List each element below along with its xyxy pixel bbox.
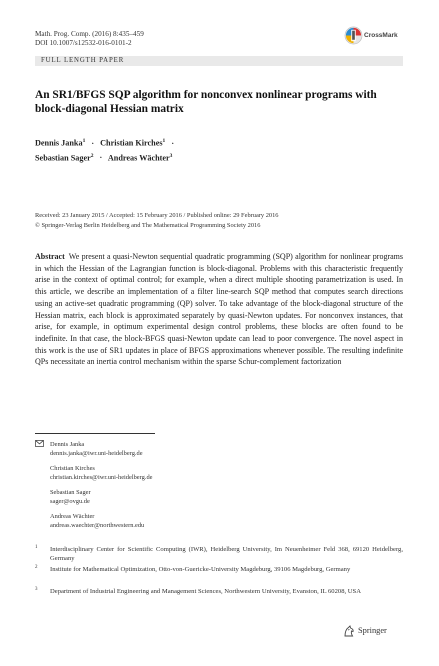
affiliation-number: 3 — [35, 587, 38, 592]
author-name[interactable]: Dennis Janka — [35, 138, 83, 148]
author-line-1 — [35, 135, 405, 150]
crossmark-icon — [344, 26, 363, 45]
paper-title: An SR1/BFGS SQP algorithm for nonconvex nonlinear programs with block-diagonal Hessian matrix — [35, 89, 377, 115]
contact-item — [50, 512, 144, 530]
author-line-2 — [35, 150, 405, 165]
journal-doi: DOI 10.1007/s12532-016-0101-2 — [35, 39, 132, 47]
abstract — [35, 251, 403, 368]
section-label: FULL LENGTH PAPER — [41, 57, 125, 64]
author-separator: · — [171, 138, 175, 148]
contact-email[interactable]: christian.kirches@iwr.uni-heidelberg.de — [50, 474, 153, 481]
affiliation-number: 1 — [35, 545, 38, 550]
author-name[interactable]: Sebastian Sager — [35, 153, 91, 163]
affiliation-number: 2 — [35, 565, 38, 570]
author-affiliation-ref: 1 — [162, 138, 166, 144]
contact-item — [50, 488, 91, 506]
abstract-heading: Abstract — [35, 252, 65, 261]
contact-name: Sebastian Sager — [50, 489, 91, 496]
received-accepted-line: Received: 23 January 2015 / Accepted: 15 February 2016 / Published online: 29 February 2016 — [35, 212, 279, 219]
section-banner — [35, 56, 403, 66]
crossmark-label: CrossMark — [364, 32, 398, 39]
footnote-divider — [35, 433, 155, 434]
contact-item — [50, 464, 152, 482]
author-affiliation-ref: 2 — [90, 152, 94, 159]
author-affiliation-ref: 1 — [82, 138, 86, 144]
contact-email[interactable]: dennis.janka@iwr.uni-heidelberg.de — [50, 450, 143, 457]
affiliation-text: Department of Industrial Engineering and Management Sciences, Northwestern University, Evanston, IL 60208, USA — [50, 588, 361, 595]
springer-horse-icon — [343, 625, 355, 638]
envelope-icon — [35, 440, 44, 447]
copyright-line: © Springer-Verlag Berlin Heidelberg and The Mathematical Programming Society 2016 — [35, 221, 261, 229]
publisher-name: Springer — [358, 626, 387, 635]
journal-citation: Math. Prog. Comp. (2016) 8:435–459 — [35, 30, 144, 38]
author-name[interactable]: Christian Kirches — [100, 138, 163, 148]
journal-info — [35, 30, 144, 48]
contact-name: Dennis Janka — [50, 441, 85, 448]
contact-item — [50, 440, 143, 458]
affiliation-text: Institute for Mathematical Optimization, Otto-von-Guericke-University Magdeburg, 39106 Magdeburg, Germany — [50, 566, 351, 573]
contact-email[interactable]: sager@ovgu.de — [50, 498, 90, 505]
author-separator: · — [99, 153, 103, 163]
publication-dates — [35, 211, 415, 230]
author-separator: · — [91, 138, 95, 148]
affiliation-text: Interdisciplinary Center for Scientific Computing (IWR), Heidelberg University, Im Neuenheimer Feld 368, 69120 Heidelberg, Germany — [50, 546, 403, 563]
contact-email[interactable]: andreas.waechter@northwestern.edu — [50, 522, 145, 529]
contact-name: Christian Kirches — [50, 465, 95, 472]
author-list — [35, 135, 405, 164]
publisher-logo — [343, 625, 405, 639]
author-name[interactable]: Andreas Wächter — [107, 153, 170, 163]
author-affiliation-ref: 3 — [169, 152, 173, 159]
contact-name: Andreas Wächter — [50, 513, 95, 520]
crossmark-badge[interactable] — [344, 26, 404, 48]
abstract-text: We present a quasi-Newton sequential quadratic programming (SQP) algorithm for nonlinear programs in which the Hessian of the Lagrangian function is block-diagonal. Problems with this characteristic frequently arise in the context of optimal control; for example, when a direct multiple shooting parametrization is used. In this article, we describe an implementation of a filter line-search SQP method that computes search directions using an active-set quadratic programming (QP) solver. To take advantage of the block-diagonal structure of the Hessian matrix, each block is approximated separately by quasi-Newton updates. For nonconvex instances, that arise, for example, in optimum experimental design control problems, these blocks are often found to be indefinite. In that case, the block-BFGS quasi-Newton update can lead to poor convergence. The novel aspect in this work is the use of SR1 updates in place of BFGS approximations whenever possible. The resulting indefinite QPs necessitate an inertia control mechanism within the sparse Schur-complement factorization — [35, 252, 403, 367]
